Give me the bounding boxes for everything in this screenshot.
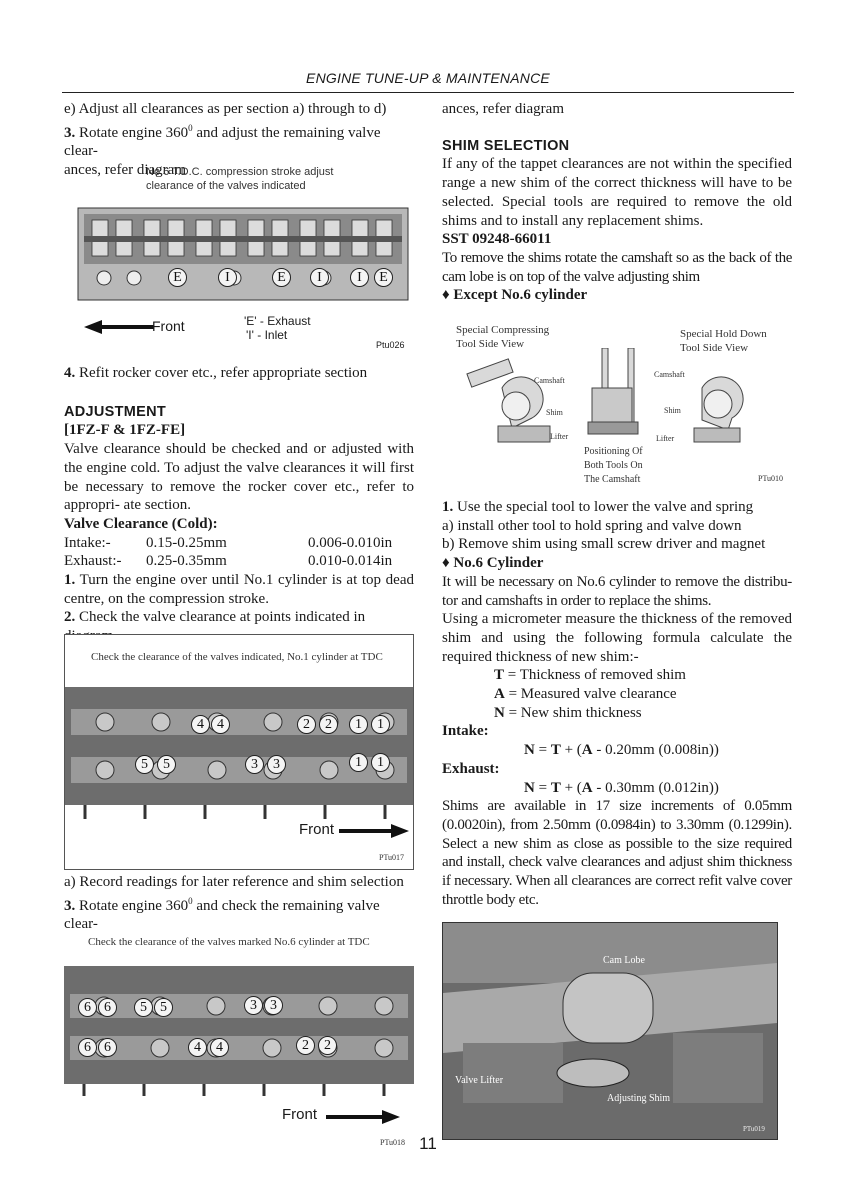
marker-e-1: E <box>168 268 187 287</box>
valve-marker: 4 <box>211 715 230 734</box>
photo-label-adjusting-shim: Adjusting Shim <box>607 1093 671 1104</box>
fig1-legend-exhaust: 'E' - Exhaust <box>244 314 311 328</box>
fig3-front-label: Front <box>282 1106 318 1123</box>
marker-i-2: I <box>310 268 329 287</box>
remove-paragraph: To remove the shims rotate the camshaft so as the back of the cam lobe is on top of the valve adjusting shim <box>442 249 792 285</box>
valve-marker: 5 <box>135 755 154 774</box>
marker-i-3: I <box>350 268 369 287</box>
valve-marker: 2 <box>297 715 316 734</box>
step-1: 1. Turn the engine over until No.1 cylinder is at top dead centre, on the compression stroke. <box>64 572 414 607</box>
shim-paragraph: If any of the tappet clearances are not within the specified range a new shim of the correct thickness will have to be selected. Special tools are required to remove the old shims and to install any replacement shims. <box>442 156 792 229</box>
fig2-code: PTu017 <box>379 853 405 862</box>
shims-available-paragraph: Shims are available in 17 size increments of 0.05mm (0.0020in), from 2.50mm (0.0984in) to 3.30mm (0.1299in). Select a new shim as close as possible to the size required and install, check valve clearances and adjust shim thickness if necessary. When all clearances are correct refit valve cover throttle body etc. <box>442 798 792 908</box>
valve-marker: 6 <box>78 998 97 1017</box>
adjustment-heading: ADJUSTMENT <box>64 403 167 420</box>
fig5-code: PTu019 <box>743 1125 765 1133</box>
fig3-code: PTu018 <box>380 1138 406 1147</box>
front-arrow-icon <box>84 320 154 334</box>
left-column-3 <box>64 873 414 934</box>
def-a: A = Measured valve clearance <box>494 686 677 703</box>
exhaust-formula: N = T + (A - 0.30mm (0.012in)) <box>524 779 719 796</box>
step-3b: 3. Rotate engine $360^0$ and check the remaining valve clear- <box>64 895 380 933</box>
photo-label-valve-lifter: Valve Lifter <box>455 1075 504 1086</box>
figure-cam-lobe-photo <box>442 922 778 1140</box>
exhaust-label: Exhaust: <box>442 760 500 777</box>
fig4-code: PTu010 <box>758 474 784 483</box>
fig1-title-1: No.6 T.D.C. compression stroke adjust <box>146 166 334 178</box>
figure-special-tools <box>442 320 792 488</box>
label-camshaft-left: Camshaft <box>534 376 565 385</box>
valve-marker: 1 <box>371 715 390 734</box>
sst-number: SST 09248-66011 <box>442 231 552 248</box>
valve-marker: 3 <box>244 996 263 1015</box>
step-3: 3. Rotate engine $360^0$ and adjust the remaining valve clear- <box>64 122 381 160</box>
fig4-pos-1: Positioning Of <box>584 446 643 457</box>
valve-marker: 6 <box>98 1038 117 1057</box>
r-step-1: 1. Use the special tool to lower the valve and spring <box>442 499 754 515</box>
adjustment-paragraph: Valve clearance should be checked and or adjusted with the engine cold. To adjust the valve clearances it will first be necessary to remove the rocker cover etc., refer to appropri- ate section. <box>64 441 414 514</box>
clearance-row-exhaust: Exhaust:- 0.25-0.35mm 0.010-0.014in <box>64 553 393 570</box>
no6-paragraph-1: It will be necessary on No.6 cylinder to remove the distribu- tor and camshafts in order to replace the shims. <box>442 573 792 609</box>
cylinder-head-photo <box>64 206 414 306</box>
special-tools-drawing <box>442 348 792 448</box>
page-number: 11 <box>419 1134 437 1153</box>
front-arrow-icon <box>326 1110 400 1124</box>
def-n: N = New shim thickness <box>494 704 642 721</box>
shim-selection-heading: SHIM SELECTION <box>442 137 570 154</box>
valve-marker: 5 <box>157 755 176 774</box>
photo-label-cam-lobe: Cam Lobe <box>603 955 645 966</box>
no6-heading: ♦ No.6 Cylinder <box>442 555 544 572</box>
right-column <box>442 100 792 305</box>
valve-marker: 6 <box>78 1038 97 1057</box>
label-shim-right: Shim <box>664 406 681 415</box>
step-2: 2. Check the valve clearance at points indicated in <box>64 609 366 626</box>
valve-marker: 3 <box>264 996 283 1015</box>
no6-paragraph-2: Using a micrometer measure the thickness of the removed shim and using the following formula calculate the required thickness of new shim:- <box>442 611 792 665</box>
fig1-title-2: clearance of the valves indicated <box>146 180 306 192</box>
figure-no6-tdc <box>64 930 414 1156</box>
valve-marker: 1 <box>371 753 390 772</box>
valve-marker: 3 <box>245 755 264 774</box>
r-step-b: b) Remove shim using small screw driver and magnet <box>442 536 766 553</box>
label-camshaft-right: Camshaft <box>654 370 685 379</box>
clearance-row-intake: Intake:- 0.15-0.25mm 0.006-0.010in <box>64 534 393 551</box>
r-step-a: a) install other tool to hold spring and valve down <box>442 517 742 534</box>
marker-i-1: I <box>218 268 237 287</box>
step-4: 4. Refit rocker cover etc., refer appropriate section <box>64 365 368 381</box>
step-3-cont: ances, refer diagram <box>64 162 187 179</box>
engine-head-photo-1 <box>65 679 413 819</box>
valve-marker: 5 <box>154 998 173 1017</box>
valve-marker: 2 <box>319 715 338 734</box>
page-header: ENGINE TUNE-UP & MAINTENANCE <box>306 70 550 86</box>
fig4-right-title-1: Special Hold Down <box>680 328 767 340</box>
figure-valve-layout <box>64 164 414 354</box>
valve-marker: 4 <box>191 715 210 734</box>
fig4-right-title-2: Tool Side View <box>680 342 749 354</box>
marker-e-2: E <box>272 268 291 287</box>
figure-no1-tdc <box>64 634 414 870</box>
label-lifter-left: Lifter <box>550 432 569 441</box>
fig3-caption: Check the clearance of the valves marked No.6 cylinder at TDC <box>88 936 370 948</box>
def-t: T = Thickness of removed shim <box>494 667 686 684</box>
step-e: e) Adjust all clearances as per section a) through to d) <box>64 101 387 117</box>
valve-marker: 5 <box>134 998 153 1017</box>
label-shim-left: Shim <box>546 408 563 417</box>
label-lifter-right: Lifter <box>656 434 675 443</box>
valve-marker: 2 <box>296 1036 315 1055</box>
valve-marker: 4 <box>188 1038 207 1057</box>
fig2-front-label: Front <box>299 821 335 838</box>
fig2-caption: Check the clearance of the valves indicated, No.1 cylinder at TDC <box>91 651 383 663</box>
adjustment-subheading: [1FZ-F & 1FZ-FE] <box>64 422 186 439</box>
fig4-left-title-1: Special Compressing <box>456 324 550 336</box>
front-arrow-icon <box>339 824 409 838</box>
valve-marker: 4 <box>210 1038 229 1057</box>
valve-marker: 2 <box>318 1036 337 1055</box>
fig1-legend-inlet: 'I' - Inlet <box>246 328 288 342</box>
fig4-pos-2: Both Tools On <box>584 460 643 471</box>
fig1-code: Ptu026 <box>376 340 405 350</box>
fig4-pos-3: The Camshaft <box>584 474 641 485</box>
intake-label: Intake: <box>442 723 489 740</box>
valve-marker: 1 <box>349 715 368 734</box>
fig1-front-label: Front <box>152 318 185 334</box>
right-column-2 <box>442 498 792 909</box>
left-column-2 <box>64 364 414 646</box>
valve-clearance-title: Valve Clearance (Cold): <box>64 515 218 532</box>
except-heading: ♦ Except No.6 cylinder <box>442 287 588 304</box>
header-rule <box>62 92 794 93</box>
valve-marker: 3 <box>267 755 286 774</box>
step-a: a) Record readings for later reference and shim selection <box>64 874 404 890</box>
valve-marker: 6 <box>98 998 117 1017</box>
cont-line: ances, refer diagram <box>442 101 565 117</box>
intake-formula: N = T + (A - 0.20mm (0.008in)) <box>524 742 719 759</box>
marker-e-3: E <box>374 268 393 287</box>
valve-marker: 1 <box>349 753 368 772</box>
fig4-left-title-2: Tool Side View <box>456 338 525 350</box>
engine-head-photo-2 <box>64 966 414 1096</box>
